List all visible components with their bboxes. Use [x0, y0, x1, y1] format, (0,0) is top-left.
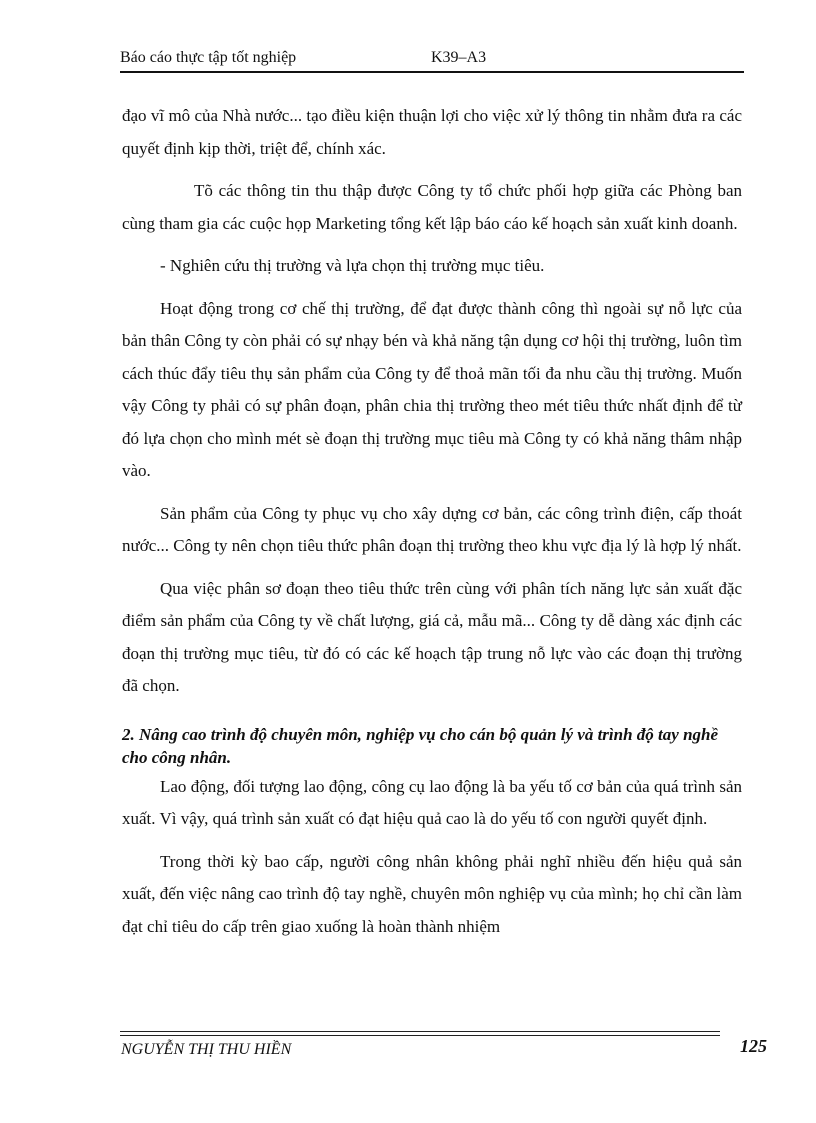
- header-title: Báo cáo thực tập tốt nghiệp: [120, 49, 297, 66]
- paragraph: Trong thời kỳ bao cấp, người công nhân không phải nghĩ nhiều đến hiệu quả sản xuất, đến việc nâng cao trình độ tay nghề, chuyên môn nghiệp vụ của mình; họ chỉ cần làm đạt chỉ tiêu do cấp trên giao xuống là hoàn thành nhiệm: [122, 851, 742, 936]
- paragraph: Qua việc phân sơ đoạn theo tiêu thức trên cùng với phân tích năng lực sản xuất đặc điểm sản phẩm của Công ty về chất lượng, giá cả, mẫu mã... Công ty dễ dàng xác định các đoạn thị trường mục tiêu, từ đó có các kế hoạch tập trung nỗ lực vào các đoạn thị trường đã chọn.: [122, 578, 742, 695]
- footer-author: NGUYỄN THỊ THU HIỀN: [121, 1041, 292, 1058]
- section-heading: [122, 723, 742, 769]
- paragraph: Hoạt động trong cơ chế thị trường, để đạt được thành công thì ngoài sự nỗ lực của bản thân Công ty còn phải có sự nhạy bén và khả năng tận dụng cơ hội thị trường, luôn tìm cách thúc đẩy tiêu thụ sản phẩm của Công ty để thoả mãn tối đa nhu cầu thị trường. Muốn vậy Công ty phải có sự phân đoạn, phân chia thị trường theo mét tiêu thức nhất định để từ đó lựa chọn cho mình mét sè đoạn thị trường mục tiêu mà Công ty có khả năng thâm nhập vào.: [122, 298, 742, 480]
- paragraph: Lao động, đối tượng lao động, công cụ lao động là ba yếu tố cơ bản của quá trình sản xuất. Vì vậy, quá trình sản xuất có đạt hiệu quả cao là do yếu tố con người quyết định.: [122, 776, 742, 828]
- page-number: 125: [740, 1036, 767, 1056]
- paragraph: Sản phẩm của Công ty phục vụ cho xây dựng cơ bản, các công trình điện, cấp thoát nước... Công ty nên chọn tiêu thức phân đoạn thị trường theo khu vực địa lý là hợp lý nhất.: [122, 503, 742, 555]
- header-divider: [120, 71, 744, 73]
- footer-divider-secondary: [120, 1035, 720, 1036]
- paragraph: đạo vĩ mô của Nhà nước... tạo điều kiện thuận lợi cho việc xử lý thông tin nhằm đưa ra các quyết định kịp thời, triệt để, chính xác.: [122, 106, 742, 158]
- section-number: 2.: [122, 724, 135, 744]
- list-item: - Nghiên cứu thị trường và lựa chọn thị trường mục tiêu.: [160, 256, 545, 275]
- header-class-code: K39–A3: [431, 49, 487, 66]
- page-header: [120, 49, 744, 73]
- document-body: [122, 100, 742, 953]
- section-title: Nâng cao trình độ chuyên môn, nghiệp vụ cho cán bộ quản lý và trình độ tay nghề cho công nhân.: [122, 724, 719, 767]
- paragraph: Tõ các thông tin thu thập được Công ty tổ chức phối hợp giữa các Phòng ban cùng tham gia các cuộc họp Marketing tổng kết lập báo cáo kế hoạch sản xuất kinh doanh.: [122, 181, 742, 233]
- footer-divider: [120, 1031, 720, 1032]
